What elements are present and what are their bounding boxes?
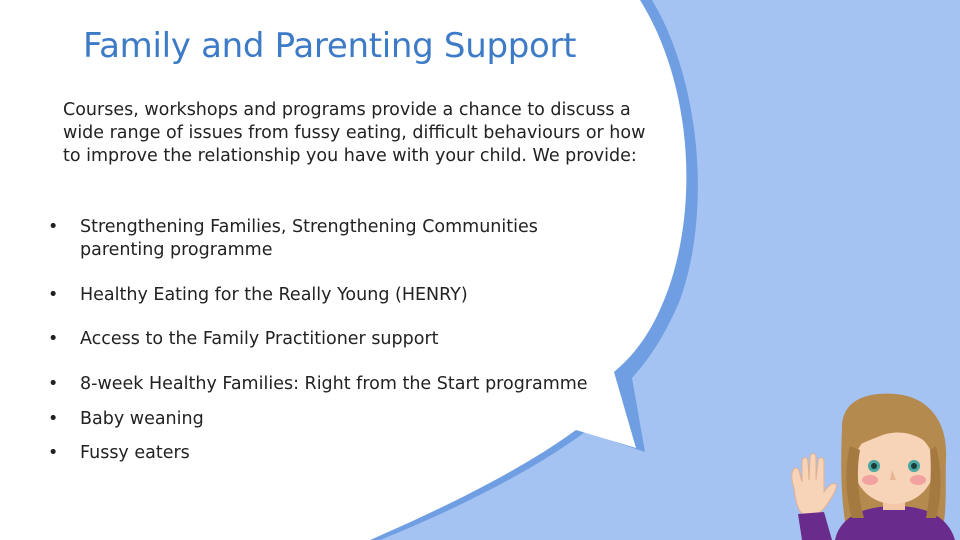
page-title: Family and Parenting Support [83,26,577,66]
list-item-text: Access to the Family Practitioner support [80,329,439,349]
bullet-icon: • [48,409,59,429]
list-item-text: 8-week Healthy Families: Right from the Start programme [80,374,588,394]
bullet-icon: • [48,285,59,305]
waving-girl-icon [780,388,960,540]
bullet-icon: • [48,374,59,394]
intro-paragraph: Courses, workshops and programs provide a chance to discuss a wide range of issues from fussy eating, difficult behaviours or how to improve the relationship you have with your child. We provide: [63,100,646,166]
list-item-text: Strengthening Families, Strengthening Communities parenting programme [80,217,538,260]
bullet-icon: • [48,443,59,463]
bullet-icon: • [48,217,59,237]
list-item-text: Healthy Eating for the Really Young (HENRY) [80,285,468,305]
bullet-icon: • [48,329,59,349]
list-item-text: Baby weaning [80,409,204,429]
list-item-text: Fussy eaters [80,443,190,463]
